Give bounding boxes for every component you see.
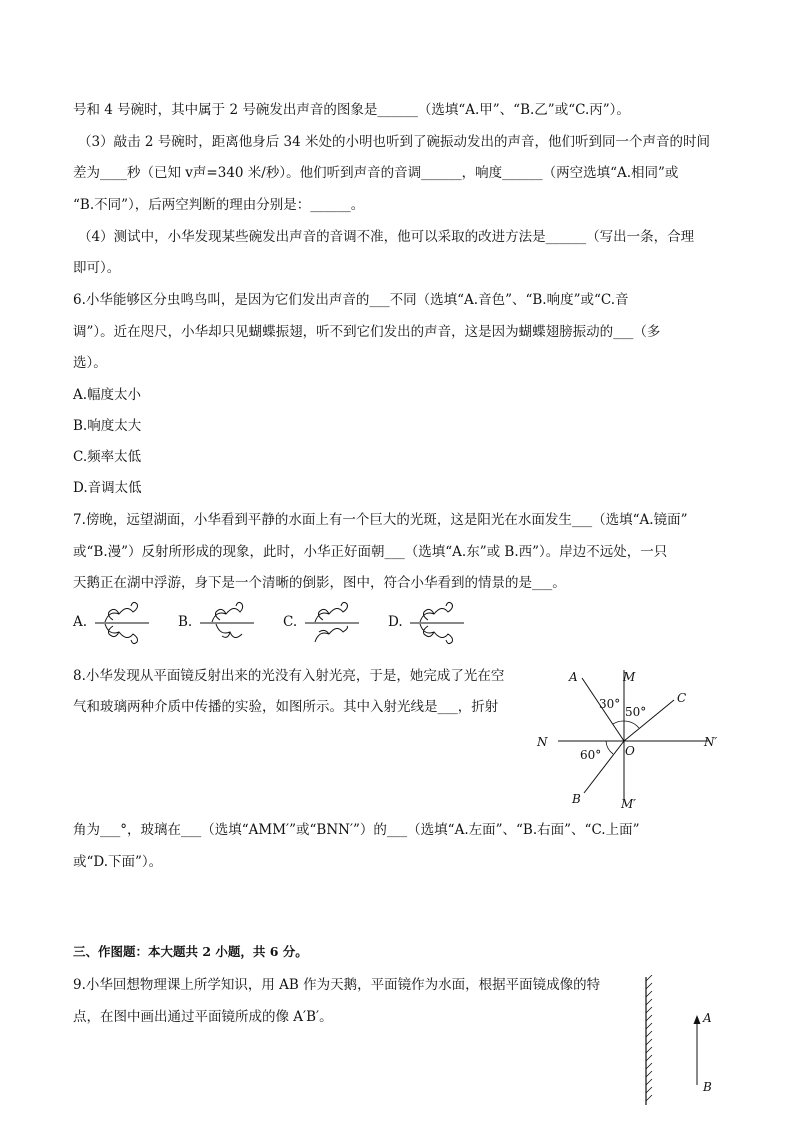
label-a: A xyxy=(569,670,578,684)
arrow-head-icon xyxy=(694,1015,701,1024)
swan-reflection-a-icon xyxy=(93,600,153,646)
q6-line-2: 调”）。近在咫尺，小华却只见蝴蝶振翅，听不到它们发出的声音，这是因为蝴蝶翅膀振动的___（多 xyxy=(73,324,661,340)
label-m: M xyxy=(623,670,636,684)
label-n: N xyxy=(537,735,548,749)
angle-50-label: 50° xyxy=(625,705,647,719)
q7-line-2: 或“B.漫”）反射所形成的现象，此时，小华正好面朝___（选填“A.东”或 B.西”）。岸边不远处，一只 xyxy=(73,544,668,560)
label-m-prime: M′ xyxy=(621,797,637,811)
q9-line-2: 点，在图中画出通过平面镜所成的像 A′B′。 xyxy=(73,1009,333,1025)
q5-line-1: 号和 4 号碗时，其中属于 2 号碗发出声音的图象是______（选填“A.甲”、“B.乙”或“C.丙”）。 xyxy=(73,102,630,118)
q8-line-1: 8.小华发现从平面镜反射出来的光没有入射光亮，于是，她完成了光在空 xyxy=(73,668,505,684)
label-o: O xyxy=(625,744,635,758)
q7-line-1: 7.傍晚，远望湖面，小华看到平静的水面上有一个巨大的光斑，这是阳光在水面发生___（选填“A.镜面” xyxy=(73,512,688,528)
refraction-diagram xyxy=(530,662,730,812)
arc-60 xyxy=(606,741,613,754)
label-b: B xyxy=(703,1080,712,1094)
swan-reflection-b-icon xyxy=(198,600,258,646)
q6-option-a: A.幅度太小 xyxy=(73,387,142,403)
plane-mirror-figure xyxy=(636,975,726,1110)
q8-line-2: 气和玻璃两种介质中传播的实验，如图所示。其中入射光线是___，折射 xyxy=(73,699,499,715)
q7-option-b-label: B. xyxy=(178,614,193,630)
angle-60-label: 60° xyxy=(580,748,602,762)
section-3-title: 三、作图题：本大题共 2 小题，共 6 分。 xyxy=(73,944,308,959)
arc-50 xyxy=(624,721,639,728)
arc-30 xyxy=(613,721,624,724)
q5-line-4: “B.不同”），后两空判断的理由分别是：______。 xyxy=(73,197,365,213)
q8-line-4: 或“D.下面”）。 xyxy=(73,854,163,870)
label-n-prime: N′ xyxy=(704,735,718,749)
q6-option-c: C.频率太低 xyxy=(73,449,142,465)
q7-option-a-label: A. xyxy=(73,614,88,630)
q7-line-3: 天鹅正在湖中浮游，身下是一个清晰的倒影，图中，符合小华看到的情景的是___。 xyxy=(73,575,566,591)
q5-line-5: （4）测试中，小华发现某些碗发出声音的音调不准，他可以采取的改进方法是______（写出一条，合理 xyxy=(78,229,695,245)
q6-option-b: B.响度太大 xyxy=(73,418,142,434)
q5-line-6: 即可）。 xyxy=(73,260,121,276)
q6-line-3: 选）。 xyxy=(73,355,107,371)
mirror-hatching xyxy=(646,975,652,1101)
label-a: A xyxy=(703,1011,712,1025)
q7-option-c-label: C. xyxy=(283,614,298,630)
label-c: C xyxy=(677,691,687,705)
q6-line-1: 6.小华能够区分虫鸣鸟叫，是因为它们发出声音的___不同（选填“A.音色”、“B.响度”或“C.音 xyxy=(73,292,629,308)
q5-line-3: 差为____秒（已知 v声=340 米/秒）。他们听到声音的音调______，响度______（两空选填“A.相同”或 xyxy=(73,165,679,181)
q8-line-3: 角为___°，玻璃在___（选填“AMM′”或“BNN′”）的___（选填“A.左面”、“B.右面”、“C.上面” xyxy=(73,822,640,838)
swan-reflection-d-icon xyxy=(408,600,468,646)
q6-option-d: D.音调太低 xyxy=(73,480,142,496)
angle-30-label: 30° xyxy=(599,697,621,711)
swan-reflection-c-icon xyxy=(303,600,363,646)
q9-line-1: 9.小华回想物理课上所学知识，用 AB 作为天鹅，平面镜作为水面，根据平面镜成像的特 xyxy=(73,977,601,993)
q7-option-d-label: D. xyxy=(388,614,403,630)
label-b: B xyxy=(572,792,581,806)
q5-line-2: （3）敲击 2 号碗时，距离他身后 34 米处的小明也听到了碗振动发出的声音，他们听到同一个声音的时间 xyxy=(78,134,711,150)
